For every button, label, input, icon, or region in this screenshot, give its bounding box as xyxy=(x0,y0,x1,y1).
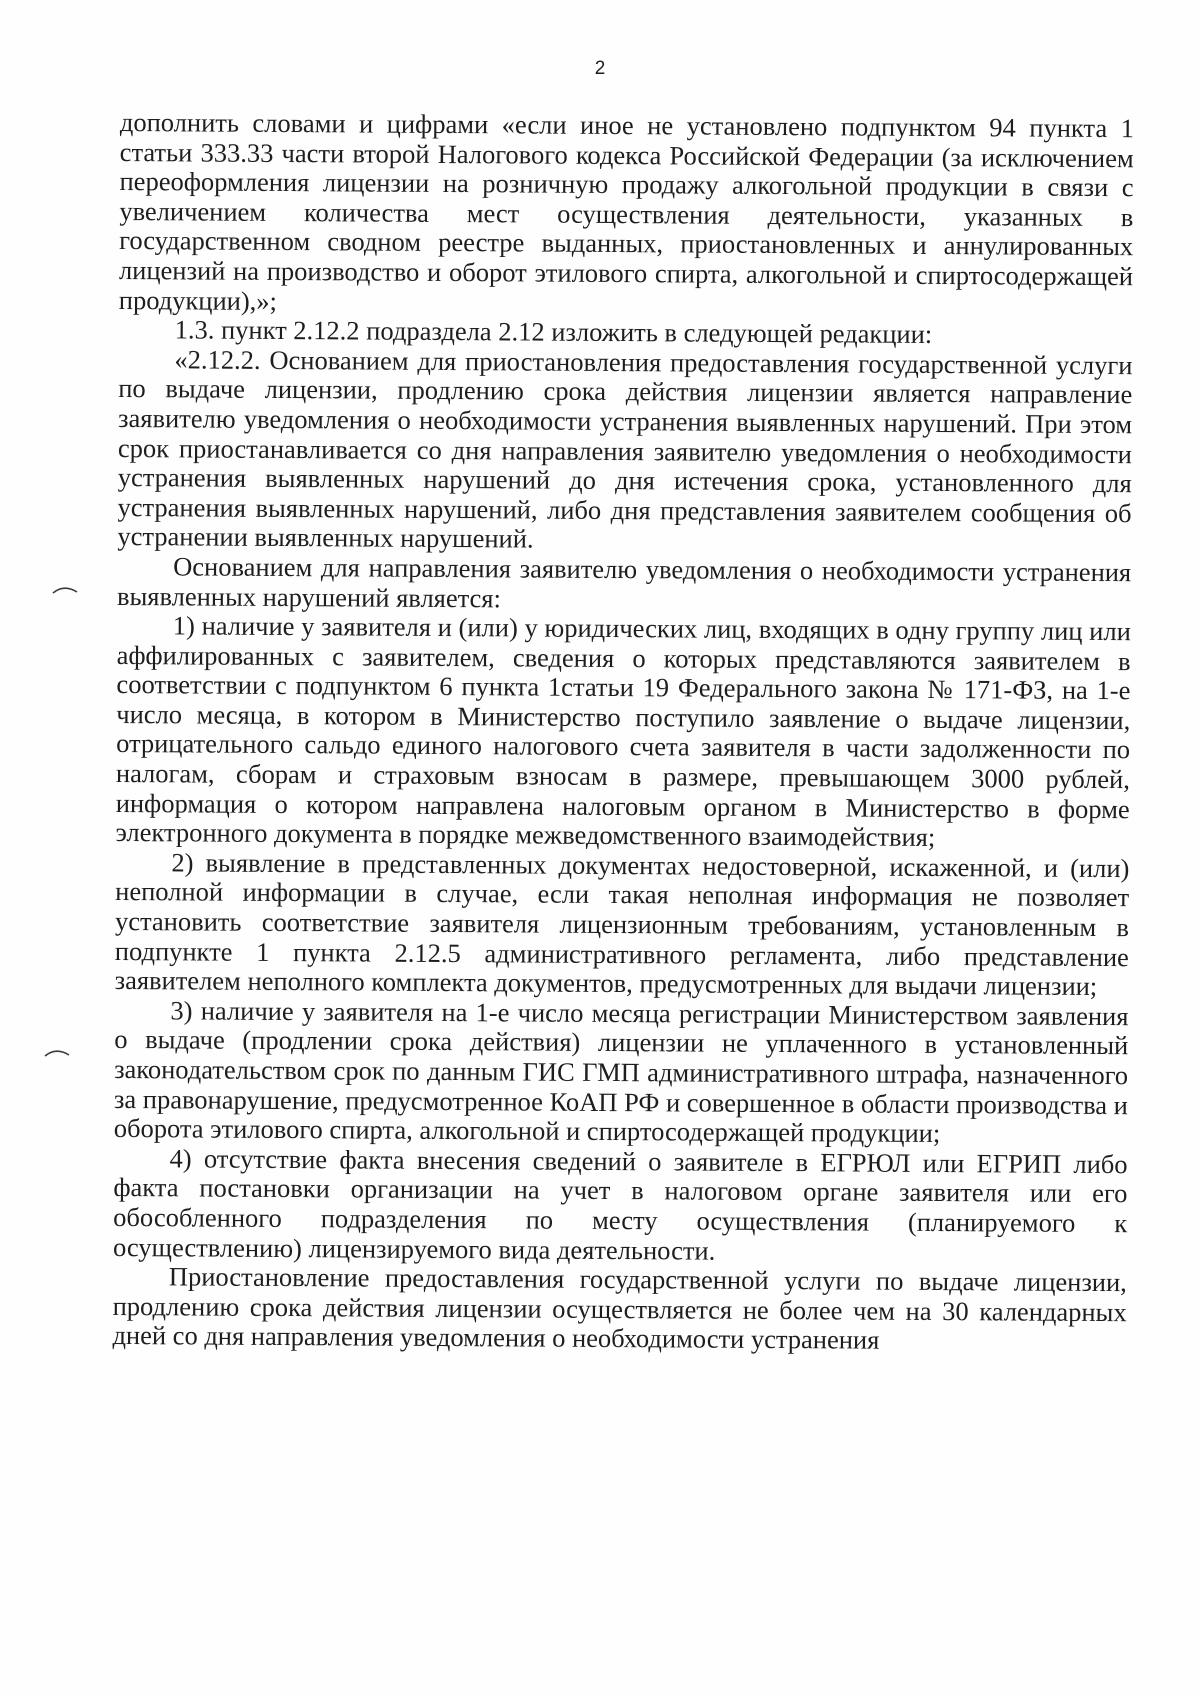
paragraph-item-1-3: 1.3. пункт 2.12.2 подраздела 2.12 изложить в следующей редакции: xyxy=(174,314,933,350)
document-body xyxy=(112,108,1134,1357)
paragraph-continuation: дополнить словами и цифрами «если иное не установлено подпунктом 94 пункта 1 статьи 333.33 части второй Налогового кодекса Российской Федерации (за исключением переоформления лицензии на розничную продажу алкогольной продукции в связи с увеличением количества мест осуществления деятельности, указанных в государственном сводном реестре выданных, приостановленных и аннулированных лицензий на производство и оборот этилового спирта, алкогольной и спиртосодержащей продукции),»; xyxy=(118,107,1134,316)
list-item-4: 4) отсутствие факта внесения сведений о заявителе в ЕГРЮЛ или ЕГРИП либо факта постановки организации на учет в налоговом органе заявителя или его обособленного подразделения по месту осуществления (планируемого к осуществлению) лицензируемого вида деятельности. xyxy=(112,1143,1128,1266)
list-item-3: 3) наличие у заявителя на 1-е число месяца регистрации Министерством заявления о выдаче (продлении срока действия) лицензии не уплаченного в установленный законодательством срок по данным ГИС ГМП административного штрафа, назначенного за правонарушение, предусмотренное КоАП РФ и совершенное в области производства и оборота этилового спирта, алкогольной и спиртосодержащей продукции; xyxy=(113,995,1129,1149)
page-number: 2 xyxy=(594,58,606,79)
hole-punch-mark xyxy=(52,584,78,594)
list-item-1: 1) наличие у заявителя и (или) у юридических лиц, входящих в одну группу лиц или аффилированных с заявителем, сведения о которых представляются заявителем в соответствии с подпунктом 6 пункта 1статьи 19 Федерального закона № 171-ФЗ, на 1-е число месяца, в котором в Министерство поступило заявление о выдаче лицензии, отрицательного сальдо единого налогового счета заявителя в части задолженности по налогам, сборам и страховым взносам в размере, превышающем 3000 рублей, информация о котором направлена налоговым органом в Министерство в форме электронного документа в порядке межведомственного взаимодействия; xyxy=(115,610,1131,853)
list-item-2: 2) выявление в представленных документах недостоверной, искаженной, и (или) неполной информации в случае, если такая неполная информация не позволяет установить соответствие заявителя лицензионным требованиям, установленным в подпункте 1 пункта 2.12.5 административного регламента, либо представление заявителем неполного комплекта документов, предусмотренных для выдачи лицензии; xyxy=(114,847,1130,1002)
paragraph-grounds-intro: Основанием для направления заявителю уведомления о необходимости устранения выявленных нарушений является: xyxy=(116,551,1132,613)
paragraph-suspension-period: Приостановление предоставления государственной услуги по выдаче лицензии, продлению срока действия лицензии осуществляется не более чем на 30 календарных дней со дня направления уведомления о необходимости устранения xyxy=(112,1261,1127,1356)
paragraph-clause-2-12-2: «2.12.2. Основанием для приостановления предоставления государственной услуги по выдаче лицензии, продлению срока действия лицензии является направление заявителю уведомления о необходимости устранения выявленных нарушений. При этом срок приостанавливается со дня направления заявителю уведомления о необходимости устранения выявленных нарушений до дня истечения срока, установленного для устранения выявленных нарушений, либо дня представления заявителем сообщения об устранении выявленных нарушений. xyxy=(117,344,1133,554)
hole-punch-mark xyxy=(44,1047,70,1057)
